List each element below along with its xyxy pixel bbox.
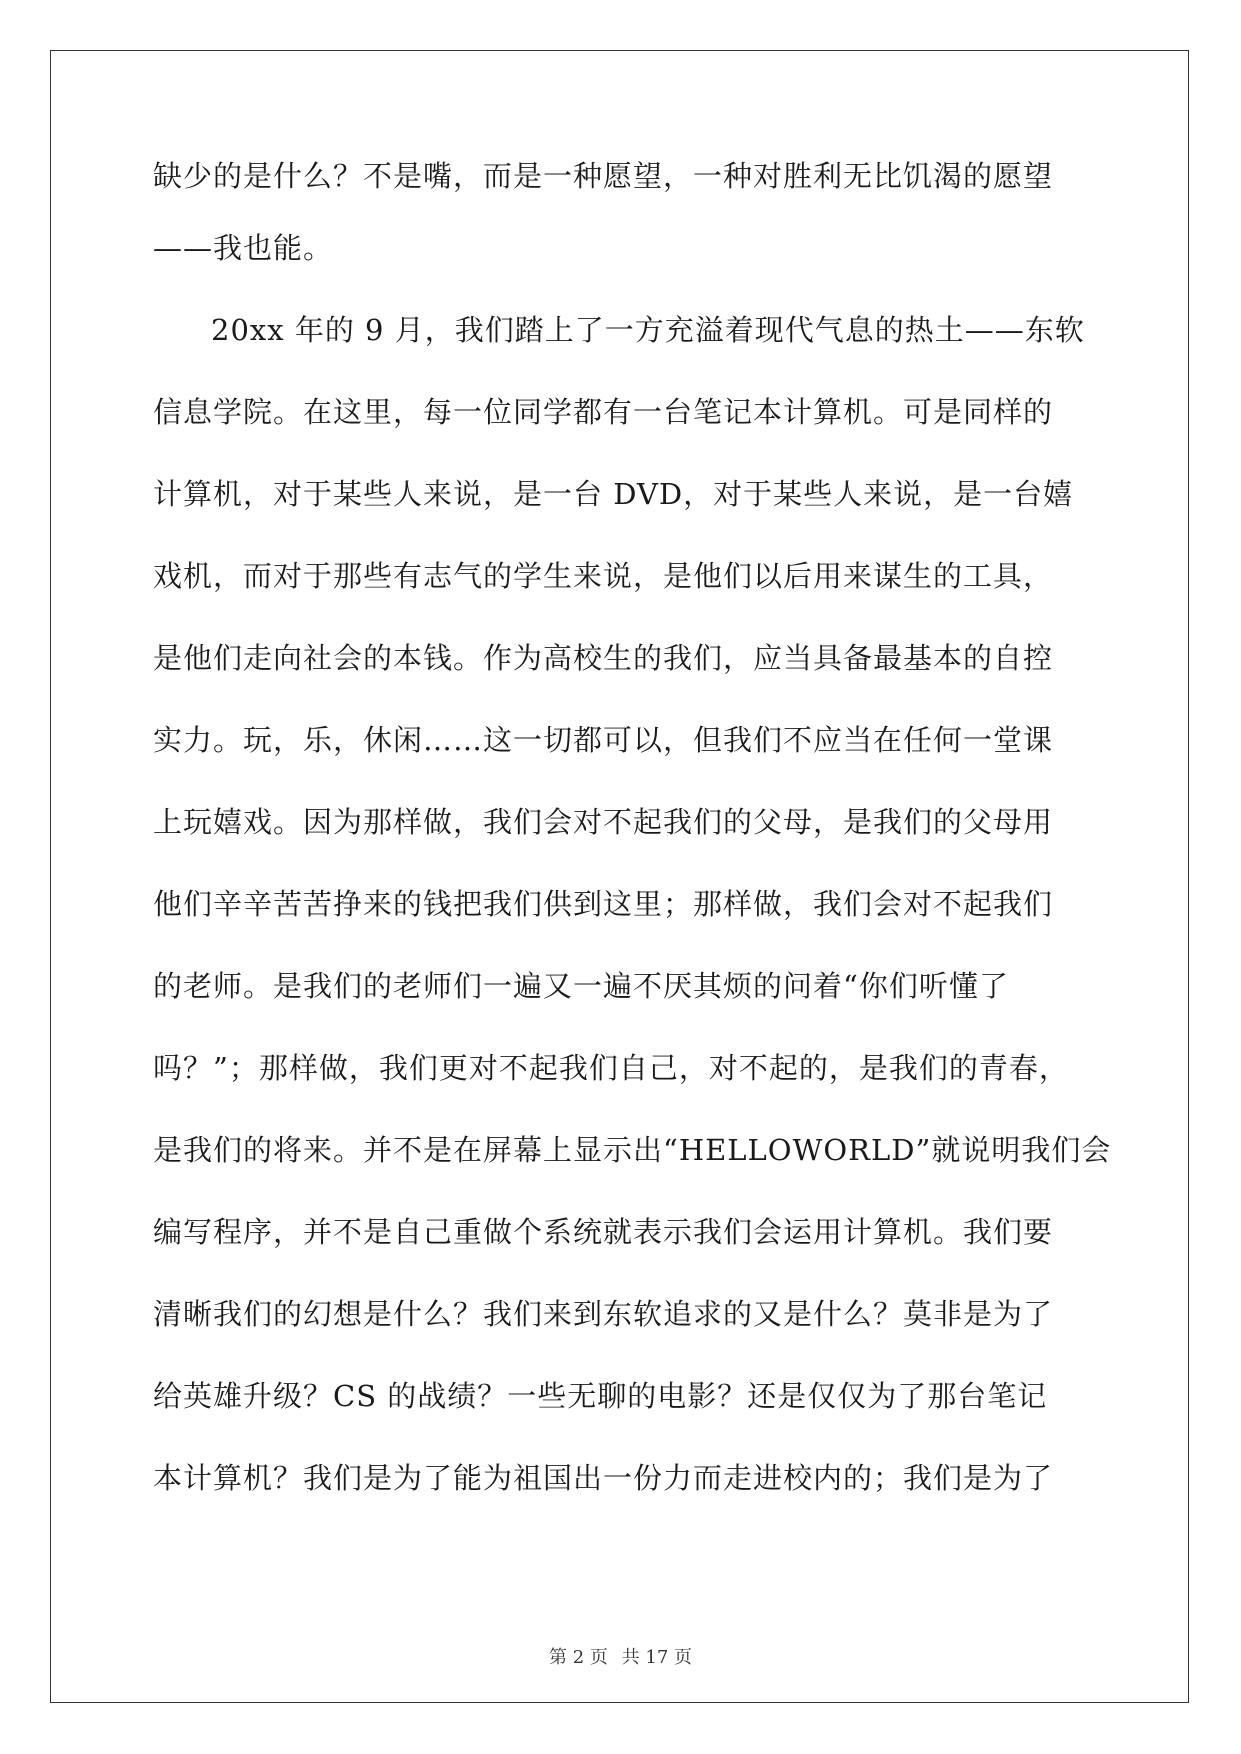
paragraph-first-line: 20xx 年的 9 月，我们踏上了一方充溢着现代气息的热土——东软 bbox=[211, 313, 1085, 347]
text-line: 的老师。是我们的老师们一遍又一遍不厌其烦的问着“你们听懂了 bbox=[153, 969, 1009, 1003]
text-line: 戏机，而对于那些有志气的学生来说，是他们以后用来谋生的工具， bbox=[153, 559, 1054, 593]
text-line: 信息学院。在这里，每一位同学都有一台笔记本计算机。可是同样的 bbox=[153, 395, 1054, 429]
text-line: 给英雄升级？CS 的战绩？一些无聊的电影？还是仅仅为了那台笔记 bbox=[153, 1379, 1048, 1413]
text-line: 清晰我们的幻想是什么？我们来到东软追求的又是什么？莫非是为了 bbox=[153, 1297, 1054, 1331]
text-line: 编写程序，并不是自己重做个系统就表示我们会运用计算机。我们要 bbox=[153, 1215, 1054, 1249]
text-line: ——我也能。 bbox=[153, 231, 334, 265]
text-line: 本计算机？我们是为了能为祖国出一份力而走进校内的；我们是为了 bbox=[153, 1461, 1054, 1495]
text-line: 缺少的是什么？不是嘴，而是一种愿望，一种对胜利无比饥渴的愿望 bbox=[153, 159, 1054, 193]
page-total: 共 17 页 bbox=[621, 1647, 692, 1668]
text-line: 是他们走向社会的本钱。作为高校生的我们，应当具备最基本的自控 bbox=[153, 641, 1054, 675]
text-line: 他们辛辛苦苦挣来的钱把我们供到这里；那样做，我们会对不起我们 bbox=[153, 887, 1054, 921]
page-footer bbox=[0, 1643, 1241, 1669]
text-line: 是我们的将来。并不是在屏幕上显示出“HELLOWORLD”就说明我们会 bbox=[153, 1133, 1112, 1167]
text-line: 计算机，对于某些人来说，是一台 DVD，对于某些人来说，是一台嬉 bbox=[153, 477, 1074, 511]
text-line: 实力。玩，乐，休闲……这一切都可以，但我们不应当在任何一堂课 bbox=[153, 723, 1054, 757]
page-number: 第 2 页 bbox=[549, 1647, 608, 1668]
text-line: 上玩嬉戏。因为那样做，我们会对不起我们的父母，是我们的父母用 bbox=[153, 805, 1054, 839]
text-line: 吗？”；那样做，我们更对不起我们自己，对不起的，是我们的青春， bbox=[153, 1051, 1069, 1085]
